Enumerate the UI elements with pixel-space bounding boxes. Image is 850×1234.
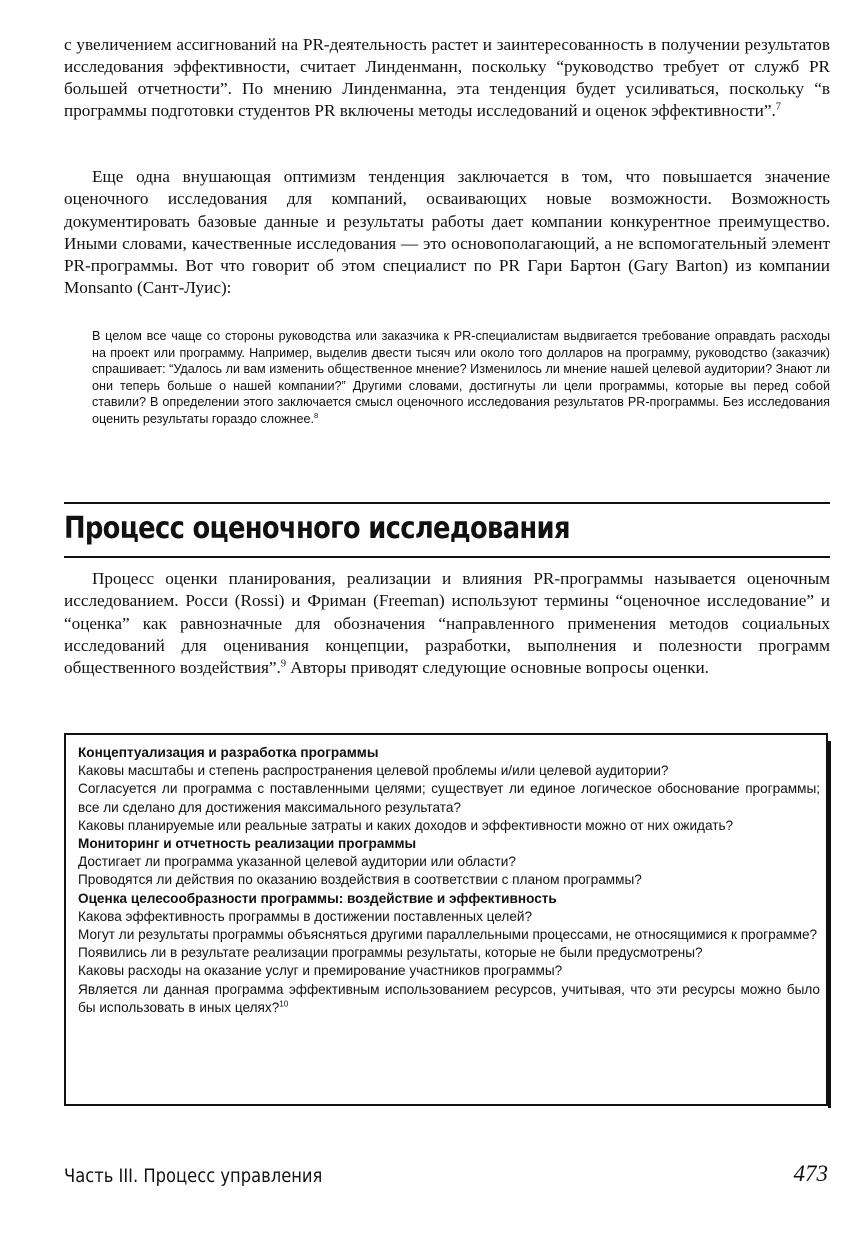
box-question-5: Проводятся ли действия по оказанию воздействия в соответствии с планом программы? xyxy=(78,872,642,888)
quote-text: В целом все чаще со стороны руководства или заказчика к PR-специалистам выдвигается требование оправдать расходы на проект или программу. Например, выделив двести тысяч или около того долларов на программу, руководство (заказчик) спрашивает: “Удалось ли вам изменить общественное мнение? Изменилось ли мнение нашей целевой аудитории? Знают ли они теперь больше о нашей компании?” Другими словами, достигнуты ли цели программы, которые вы перед собой ставили? В определении этого заключается смысл оценочного исследования результатов PR-программы. Без исследования оценить результаты гораздо сложнее. xyxy=(92,329,830,426)
section-title: Процесс оценочного исследования xyxy=(64,511,570,546)
footnote-ref-9: 9 xyxy=(280,658,286,670)
footnote-ref-10: 10 xyxy=(279,999,289,1009)
quote-barton xyxy=(92,328,830,428)
box-heading-monitoring: Мониторинг и отчетность реализации программы xyxy=(78,836,417,852)
box-question-10-text: Является ли данная программа эффективным использованием ресурсов, учитывая, что эти ресурсы можно было бы использовать в иных целях? xyxy=(78,981,820,1015)
box-question-10 xyxy=(78,981,820,1017)
box-heading-assessment: Оценка целесообразности программы: воздействие и эффективность xyxy=(78,890,557,906)
page-number: 473 xyxy=(793,1161,828,1186)
evaluation-questions-list xyxy=(78,744,820,1017)
box-heading-conceptualization: Концептуализация и разработка программы xyxy=(78,745,379,760)
box-question-6: Какова эффективность программы в достижении поставленных целей? xyxy=(78,908,533,924)
section-rule-bottom xyxy=(64,556,830,558)
box-shadow xyxy=(828,741,831,1108)
paragraph-intro-text: с увеличением ассигнований на PR-деятельность растет и заинтересованность в получении результатов исследования эффективности, считает Линденманн, поскольку “руководство требует от служб PR большей отчетности”. По мнению Линденманна, эта тенденция будет усиливаться, поскольку “в программы подготовки студентов PR включены методы исследований и оценок эффективности”. xyxy=(64,35,830,120)
paragraph-process-tail: Авторы приводят следующие основные вопросы оценки. xyxy=(286,658,709,678)
paragraph-process-text: Процесс оценки планирования, реализации и влияния PR-программы называется оценочным исследованием. Росси (Rossi) и Фриман (Freeman) используют термины “оценочное исследование” и “оценка” как равнозначные для обозначения “направленного применения методов социальных исследований для оценивания концепции, разработки, выполнения и полезности программ общественного воздействия”. xyxy=(64,569,830,678)
box-question-9: Каковы расходы на оказание услуг и премирование участников программы? xyxy=(78,963,563,979)
footnote-ref-8: 8 xyxy=(313,410,319,420)
paragraph-trend: Еще одна внушающая оптимизм тенденция заключается в том, что повышается значение оценочного исследования для компаний, осваивающих новые возможности. Возможность документировать базовые данные и результаты работы дает компании конкурентное преимущество. Иными словами, качественные исследования — это основополагающий, а не вспомогательный элемент PR-программы. Вот что говорит об этом специалист по PR Гари Бартон (Gary Barton) из компании Monsanto (Сант-Луис): xyxy=(64,167,830,298)
section-rule-top xyxy=(64,502,830,504)
box-question-2: Согласуется ли программа с поставленными целями; существует ли единое логическое обоснование программы; все ли сделано для достижения максимального результата? xyxy=(78,781,820,815)
evaluation-questions-box xyxy=(64,733,828,1106)
footnote-ref-7: 7 xyxy=(775,101,781,113)
box-question-8: Появились ли в результате реализации программы результаты, которые не были предусмотрены? xyxy=(78,945,703,961)
paragraph-process xyxy=(64,568,830,679)
box-question-7: Могут ли результаты программы объясняться другими параллельными процессами, не относящимися к программе? xyxy=(78,927,818,943)
paragraph-intro xyxy=(64,34,830,122)
footer-part-title: Часть III. Процесс управления xyxy=(64,1165,323,1187)
box-question-1: Каковы масштабы и степень распространения целевой проблемы и/или целевой аудитории? xyxy=(78,763,669,779)
box-question-4: Достигает ли программа указанной целевой аудитории или области? xyxy=(78,854,516,870)
box-question-3: Каковы планируемые или реальные затраты и каких доходов и эффективности можно от них ожидать? xyxy=(78,817,734,833)
